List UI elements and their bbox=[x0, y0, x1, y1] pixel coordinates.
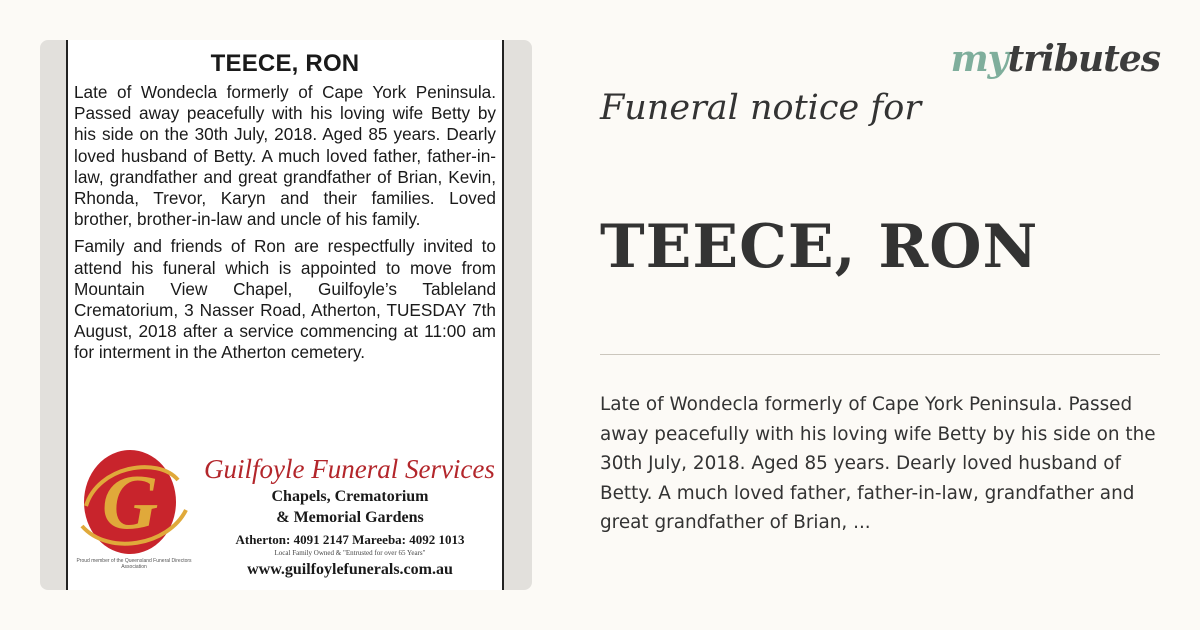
logo-caption: Proud member of the Queensland Funeral Directors Association bbox=[76, 558, 192, 570]
deceased-name: TEECE, RON bbox=[600, 212, 1039, 282]
ad-services-line-1: Chapels, Crematorium bbox=[271, 488, 429, 505]
ad-website: www.guilfoylefunerals.com.au bbox=[247, 561, 453, 578]
logo-part-my: my bbox=[950, 38, 1008, 80]
notice-excerpt: Late of Wondecla formerly of Cape York Peninsula. Passed away peacefully with his loving wife Betty by his side on the 30th July, 2018. Aged 85 years. Dearly loved husband of Betty. A much loved father, father-in-law, grandfather and great grandfather of Brian, ... bbox=[600, 394, 1156, 534]
funeral-home-logo bbox=[78, 446, 190, 562]
logo-part-tributes: tributes bbox=[1007, 38, 1160, 80]
ad-phone-numbers: Atherton: 4091 2147 Mareeba: 4092 1013 bbox=[235, 532, 465, 547]
funeral-home-ad bbox=[74, 442, 496, 584]
logo-letter: G bbox=[101, 458, 159, 545]
newspaper-notice bbox=[66, 40, 504, 590]
ad-services-line-2: & Memorial Gardens bbox=[276, 509, 424, 526]
divider bbox=[600, 354, 1160, 355]
notice-paragraph-1: Late of Wondecla formerly of Cape York Peninsula. Passed away peacefully with his loving wife Betty by his side on the 30th July, 2018. Aged 85 years. Dearly loved husband of Betty. A much loved father, father-in-law, grandfather and great grandfather of Brian, Kevin, Rhonda, Trevor, Karyn and their families. Loved brother, brother-in-law and uncle of his family. bbox=[74, 82, 496, 230]
notice-image-frame bbox=[40, 40, 532, 590]
ad-tagline: Local Family Owned & "Entrusted for over 65 Years" bbox=[274, 549, 426, 557]
notice-paragraph-2: Family and friends of Ron are respectfully invited to attend his funeral which is appointed to move from Mountain View Chapel, Guilfoyle’s Tableland Crematorium, 3 Nasser Road, Atherton, TUESDAY 7th August, 2018 after a service commencing at 11:00 am for interment in the Atherton cemetery. bbox=[74, 236, 496, 363]
mytributes-logo[interactable] bbox=[951, 38, 1160, 80]
funeral-home-name: Guilfoyle Funeral Services bbox=[204, 454, 495, 484]
notice-title: TEECE, RON bbox=[210, 50, 360, 77]
page-heading: Funeral notice for bbox=[600, 88, 922, 128]
